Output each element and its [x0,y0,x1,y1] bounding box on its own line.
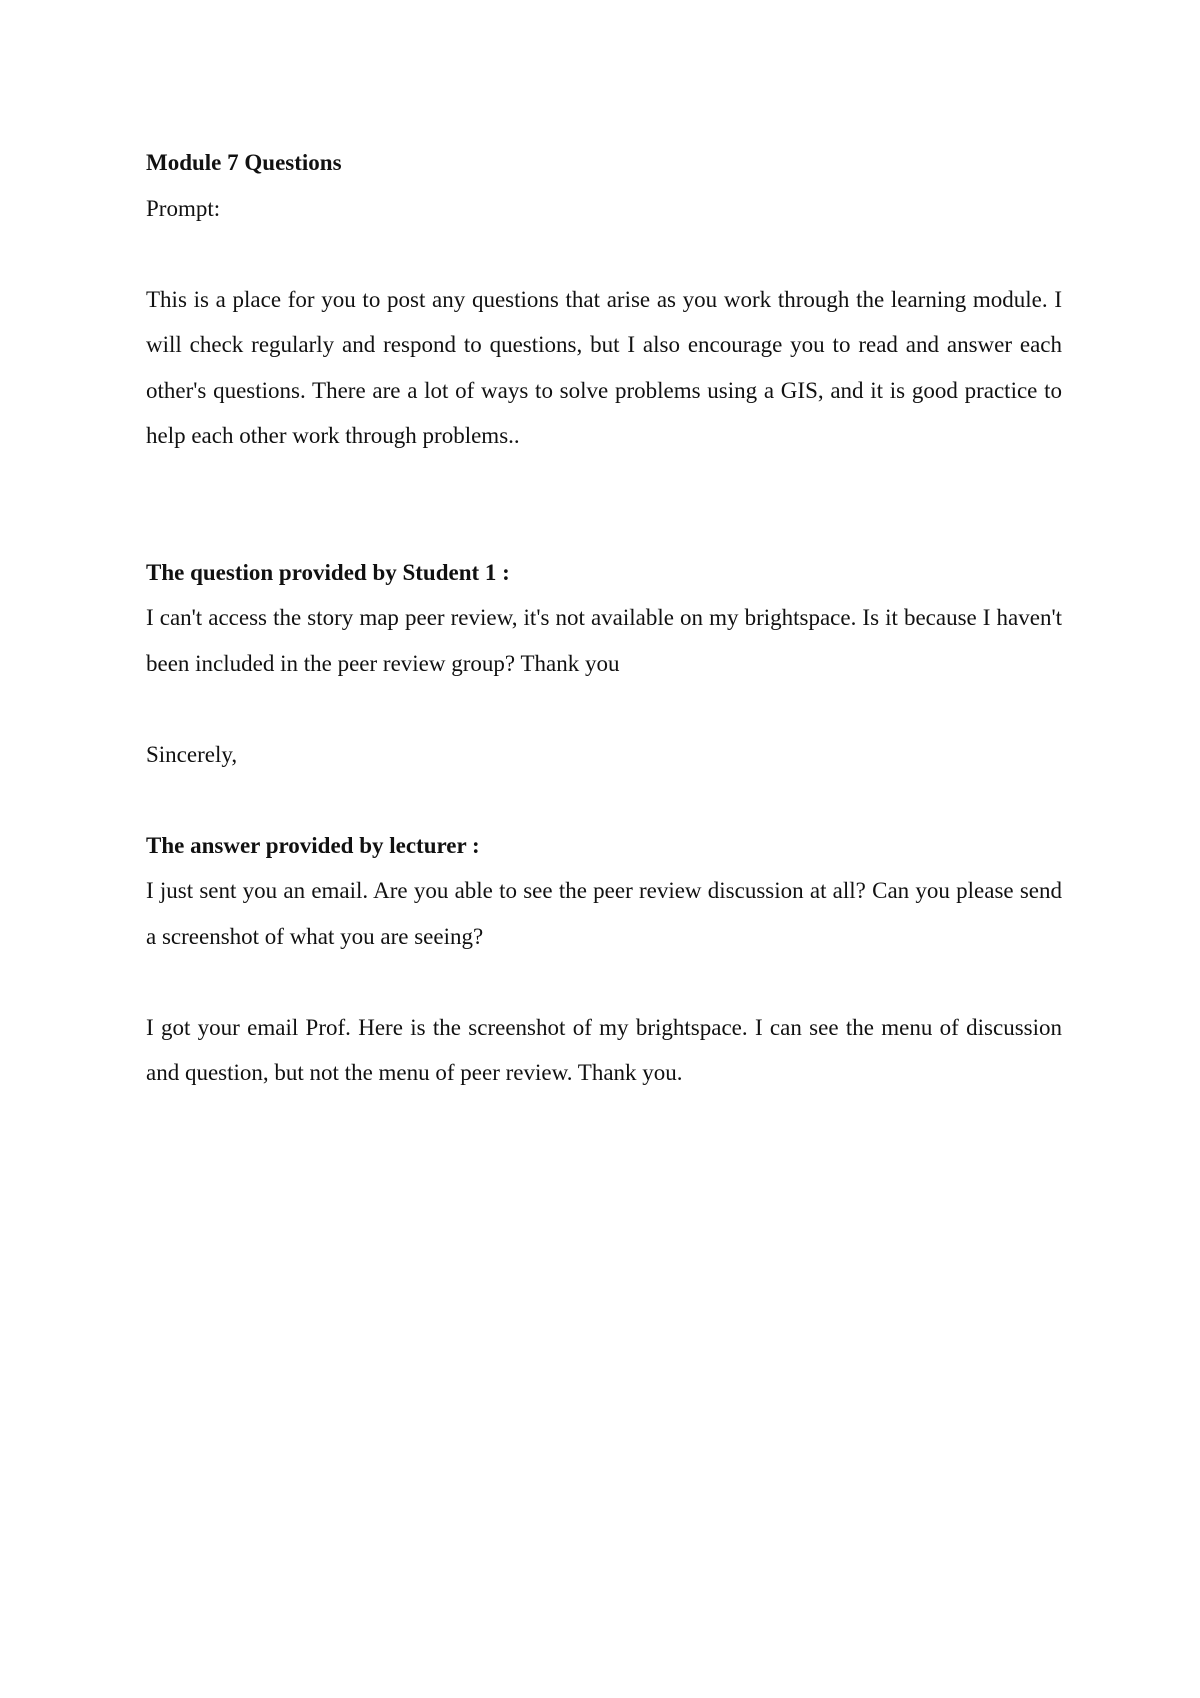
student-reply-text: I got your email Prof. Here is the screenshot of my brightspace. I can see the menu of discussion and question, but not the menu of peer review. Thank you. [146,1014,1062,1085]
lecturer-answer-heading: The answer provided by lecturer : [146,832,480,858]
spacer [146,959,1062,1005]
student-question-heading: The question provided by Student 1 : [146,559,510,585]
prompt-text: This is a place for you to post any questions that arise as you work through the learning module. I will check regularly and respond to questions, but I also encourage you to read and answer each other's questions. There are a lot of ways to solve problems using a GIS, and it is good practice to help each other work through problems.. [146,286,1062,448]
spacer [146,686,1062,732]
spacer [146,231,1062,277]
closing-text: Sincerely, [146,741,238,767]
student-question-text: I can't access the story map peer review, it's not available on my brightspace. Is it because I haven't been included in the peer review group? Thank you [146,605,1062,676]
lecturer-answer-text: I just sent you an email. Are you able to see the peer review discussion at all? Can you please send a screenshot of what you are seeing? [146,878,1062,949]
spacer [146,459,1062,550]
document-body [146,140,1062,1096]
prompt-label: Prompt: [146,195,221,221]
spacer [146,777,1062,823]
document-title: Module 7 Questions [146,150,342,175]
